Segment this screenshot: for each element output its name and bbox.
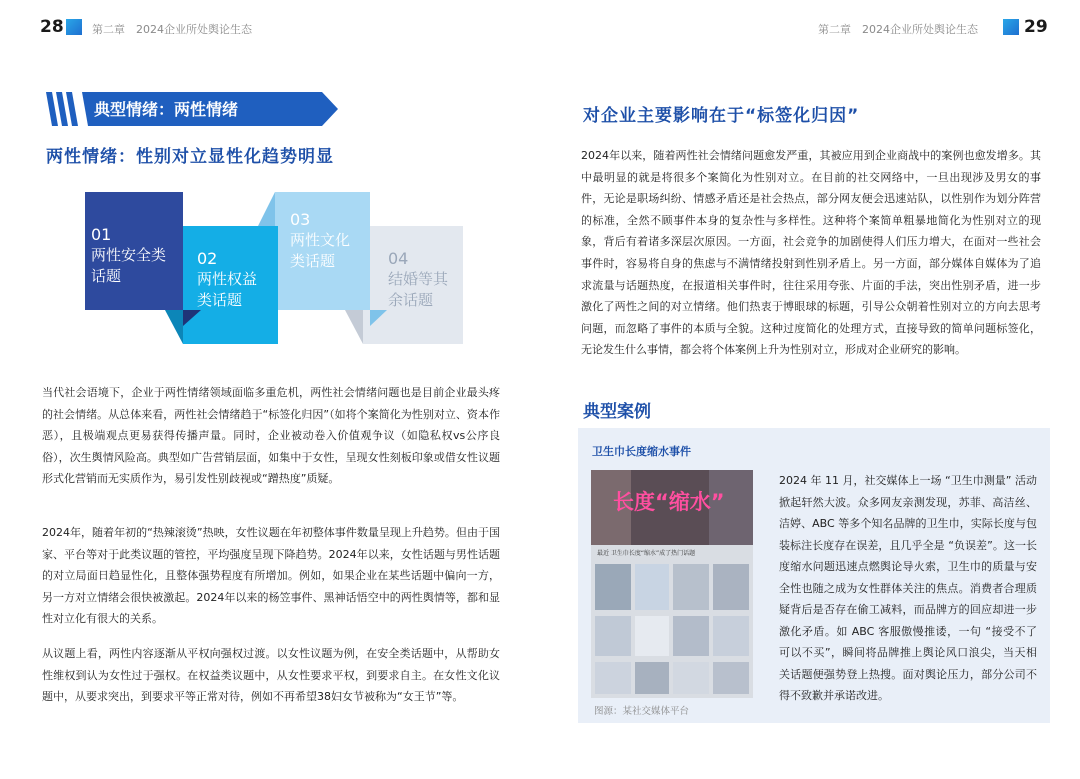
category-label: 结婚等其余话题 <box>388 270 449 309</box>
case-text: 2024 年 11 月，社交媒体上一场 “卫生巾测量” 活动掀起轩然大波。众多网友亲测发现，苏菲、高洁丝、洁婷、ABC 等多个知名品牌的卫生巾，实际长度与包装标注长度存在误差，且几乎全是 “负误差”。这一长度缩水问题迅速点燃舆论导火索，卫生巾的质量与安全性也随之成为女性群体关注的焦点。消费者合理质疑背后是否存在偷工减料，而品牌方的回应却进一步激化矛盾。如 ABC 客服傲慢推诿，一句 “接受不了可以不买”，瞬间将品牌推上舆论风口浪尖，当天相关话题便强势登上热搜。面对舆论压力，部分公司不得不致歉并承诺改进。 <box>779 474 1037 702</box>
category-number: 02 <box>197 249 218 268</box>
case-image <box>591 470 753 698</box>
left-paragraph-1: 当代社会语境下，企业于两性情绪领域面临多重危机，两性社会情绪问题也是目前企业最头疼的社会情绪。从总体来看，两性社会情绪趋于“标签化归因”（如将个案简化为性别对立、资本作恶），且极端观点更易获得传播声量。同时，企业被动卷入价值观争议（如隐私权vs公序良俗），次生舆情风险高。典型如广告营销层面，如集中于女性，呈现女性刻板印象或借女性议题形式化营销而无实质作为，易引发性别歧视或“蹭热度”质疑。 <box>42 386 500 486</box>
right-running-title: 第二章 2024企业所处舆论生态 <box>818 23 978 36</box>
category-number: 03 <box>290 210 311 229</box>
left-heading: 两性情绪：性别对立显性化趋势明显 <box>46 147 334 167</box>
case-title: 卫生巾长度缩水事件 <box>592 445 691 458</box>
right-heading: 对企业主要影响在于“标签化归因” <box>583 106 860 126</box>
image-source-caption: 图源：某社交媒体平台 <box>594 706 690 717</box>
left-running-title: 第二章 2024企业所处舆论生态 <box>92 23 252 36</box>
category-03 <box>290 209 358 272</box>
category-label: 两性安全类话题 <box>91 246 167 285</box>
image-overlay-headline: 长度“缩水” <box>613 490 725 514</box>
left-paragraph-3: 从议题上看，两性内容逐渐从平权向强权过渡。以女性议题为例，在安全类话题中，从帮助女性维权到认为女性过于强权。在权益类议题中，从女性要求平权，到要求自主。在女性文化议题中，从要求突出，到要求平等正常对待，例如不再希望38妇女节被称为“女王节”等。 <box>42 647 500 704</box>
category-01 <box>91 224 171 287</box>
page-marker-square <box>1003 19 1019 35</box>
left-page-number: 28 <box>40 17 64 37</box>
category-02 <box>197 248 269 311</box>
right-page-number: 29 <box>1024 17 1048 37</box>
image-overlay-caption: 最近 卫生巾长度“缩水”成了热门话题 <box>597 550 696 557</box>
right-paragraph: 2024年以来，随着两性社会情绪问题愈发严重，其被应用到企业商战中的案例也愈发增多。其中最明显的就是将很多个案简化为性别对立。在目前的社交网络中，一旦出现涉及男女的事件，无论是职场纠纷、情感矛盾还是社会热点，部分网友便会迅速站队，以性别作为划分阵营的标准，全然不顾事件本身的复杂性与多样性。这种将个案简单粗暴地简化为性别对立的现象，背后有着诸多深层次原因。一方面，社会竞争的加剧使得人们压力增大，在面对一些社会事件时，容易将自身的焦虑与不满情绪投射到性别矛盾上。另一方面，部分媒体自媒体为了追求流量与话题热度，在报道相关事件时，往往采用夸张、片面的手法，突出性别矛盾，进一步激化了两性之间的对立情绪。他们热衷于博眼球的标题，引导公众朝着性别对立的方向去思考问题，而忽略了事件的本质与全貌。这种过度简化的处理方式，直接导致的简单问题标签化，无论发生什么事情，都会将个体案例上升为性别对立，形成对企业研究的影响。 <box>581 149 1041 357</box>
case-subheading: 典型案例 <box>583 402 651 422</box>
category-label: 两性权益类话题 <box>197 270 258 309</box>
section-banner-label: 典型情绪：两性情绪 <box>94 100 239 119</box>
category-04 <box>388 248 450 311</box>
category-number: 01 <box>91 225 112 244</box>
category-number: 04 <box>388 249 409 268</box>
left-paragraph-2: 2024年，随着年初的“热辣滚烫”热映，女性议题在年初整体事件数量呈现上升趋势。但由于国家、平台等对于此类议题的管控，平均强度呈现下降趋势。2024年以来，女性话题与男性话题的对立局面日趋显性化，且整体强势程度有所增加。例如，如果企业在某些话题中偏向一方，另一方对立情绪会很快被激起。2024年以来的杨笠事件、黑神话悟空中的两性舆情等，都和显性对立化有很大的关系。 <box>42 526 500 626</box>
page-marker-square <box>66 19 82 35</box>
category-label: 两性文化类话题 <box>290 231 351 270</box>
